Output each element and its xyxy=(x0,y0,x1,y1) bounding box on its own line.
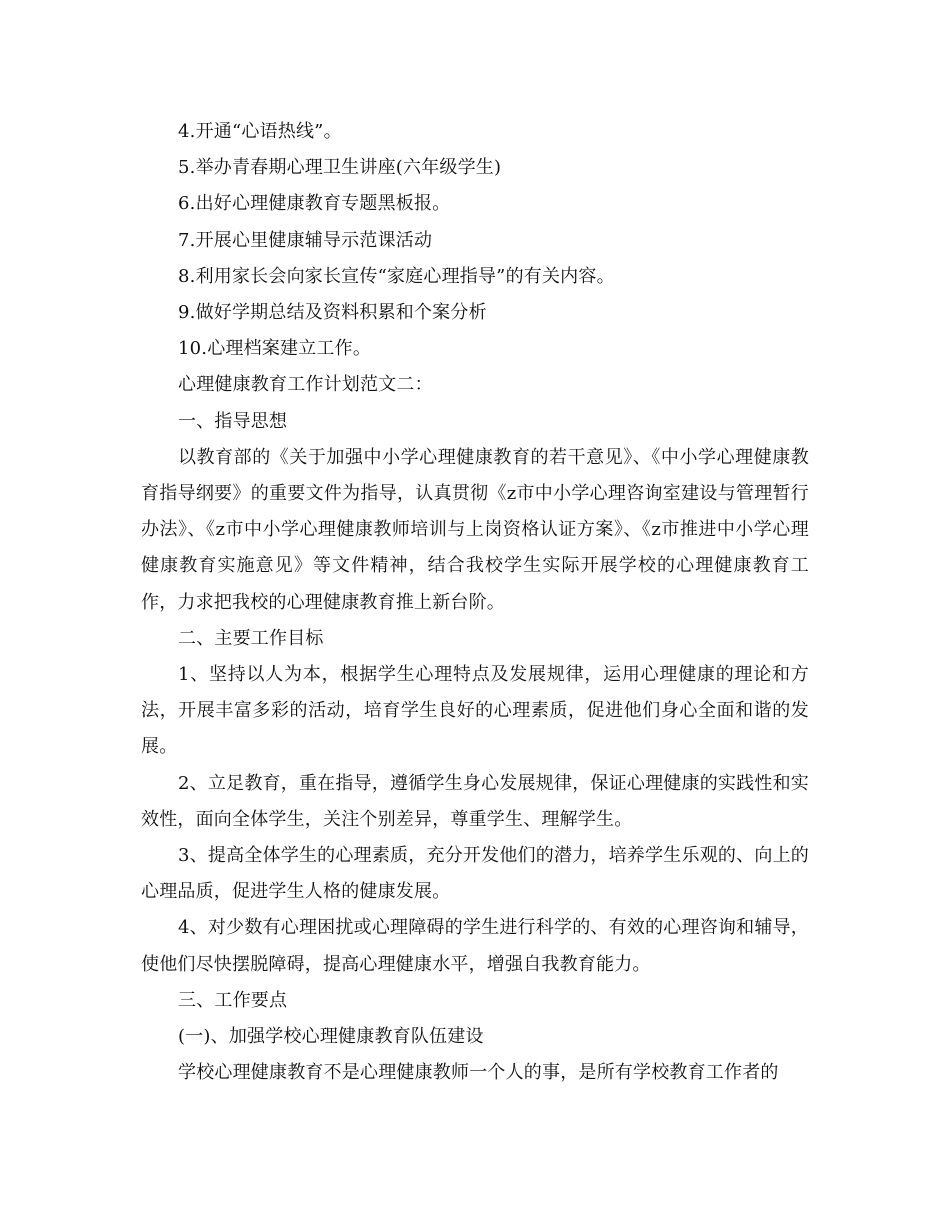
paragraph: 3、提高全体学生的心理素质，充分开发他们的潜力，培养学生乐观的、向上的心理品质，促进学生人格的健康发展。 xyxy=(141,845,809,903)
paragraph: 学校心理健康教育不是心理健康教师一个人的事，是所有学校教育工作者的 xyxy=(178,1062,779,1084)
paragraph: 2、立足教育，重在指导，遵循学生身心发展规律，保证心理健康的实践性和实效性，面向全体学生，关注个别差异，尊重学生、理解学生。 xyxy=(141,772,809,830)
section-title: 心理健康教育工作计划范文二： xyxy=(178,374,433,396)
list-item: 7.开展心里健康辅导示范课活动 xyxy=(178,229,433,251)
document-body xyxy=(141,114,809,1091)
paragraph: 4、对少数有心理困扰或心理障碍的学生进行科学的、有效的心理咨询和辅导，使他们尽快摆脱障碍，提高心理健康水平，增强自我教育能力。 xyxy=(141,917,809,975)
list-item: 10.心理档案建立工作。 xyxy=(178,338,372,360)
paragraph: 1、坚持以人为本，根据学生心理特点及发展规律，运用心理健康的理论和方法，开展丰富多彩的活动，培育学生良好的心理素质，促进他们身心全面和谐的发展。 xyxy=(141,664,809,758)
list-item: 6.出好心理健康教育专题黑板报。 xyxy=(178,193,451,215)
list-item: 8.利用家长会向家长宣传“家庭心理指导”的有关内容。 xyxy=(178,265,615,287)
list-item: 5.举办青春期心理卫生讲座(六年级学生) xyxy=(178,157,502,179)
list-item: 9.做好学期总结及资料积累和个案分析 xyxy=(178,302,487,324)
section-heading: 三、工作要点 xyxy=(178,989,288,1011)
paragraph: 以教育部的《关于加强中小学心理健康教育的若干意见》、《中小学心理健康教育指导纲要》的重要文件为指导，认真贯彻《z市中小学心理咨询室建设与管理暂行办法》、《z市中小学心理健康教师培训与上岗资格认证方案》、《z市推进中小学心理健康教育实施意见》等文件精神，结合我校学生实际开展学校的心理健康教育工作，力求把我校的心理健康教育推上新台阶。 xyxy=(141,446,809,613)
section-heading: 二、主要工作目标 xyxy=(178,627,324,649)
section-heading: 一、指导思想 xyxy=(178,410,288,432)
subsection-heading: (一)、加强学校心理健康教育队伍建设 xyxy=(178,1026,484,1048)
list-item: 4.开通“心语热线”。 xyxy=(178,121,342,142)
